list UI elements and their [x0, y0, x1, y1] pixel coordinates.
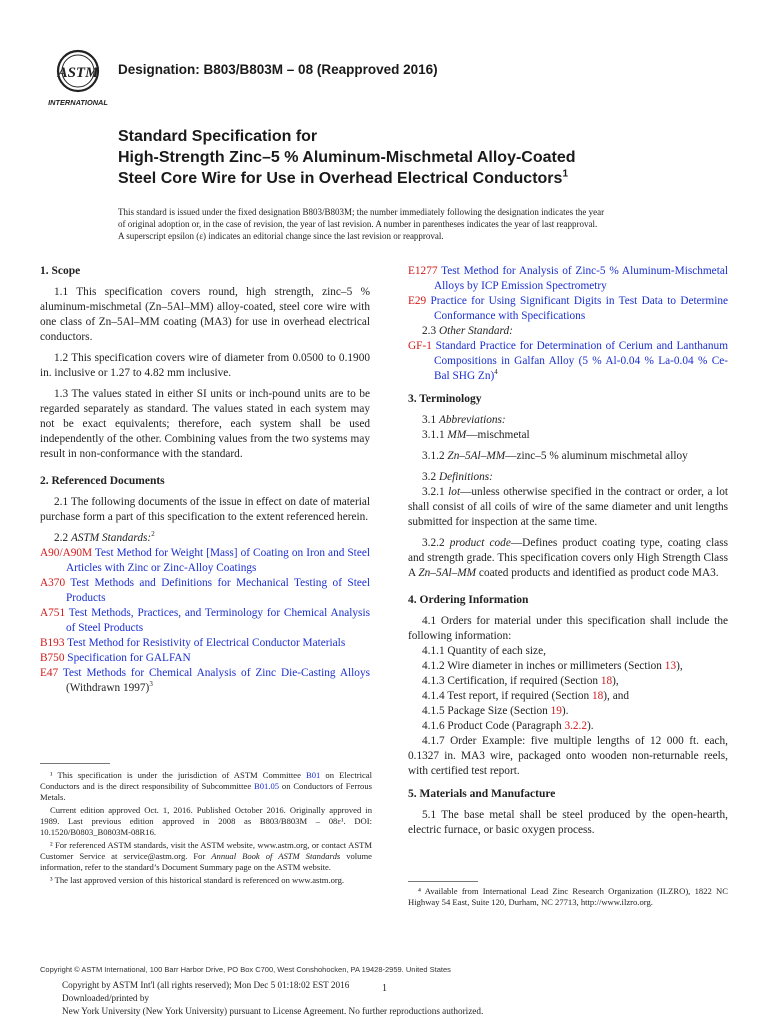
astm-reference-list: [40, 546, 370, 696]
paragraph-3-1: 3.1 Abbreviations:: [422, 414, 506, 426]
paragraph-3-2: 3.2 Definitions:: [422, 471, 493, 483]
paragraph-1-2: 1.2 This specification covers wire of diameter from 0.0500 to 0.1900 in. inclusive or 1.27 to 4.82 mm inclusive.: [40, 352, 370, 379]
reference-item: [40, 636, 370, 651]
footnote-1-edition: Current edition approved Oct. 1, 2016. Published October 2016. Originally approved in 1989. Last previous edition approved in 2008 as B803/B803M – 08ε¹. DOI: 10.1520/B0803_B0803M-08R16.: [40, 805, 372, 837]
document-title: [118, 127, 718, 189]
paragraph-4-1-2: 4.1.2 Wire diameter in inches or millimeters (Section 13),: [422, 660, 683, 672]
reference-title-link[interactable]: Practice for Using Significant Digits in Test Data to Determine Conformance with Specifications: [426, 295, 728, 322]
left-column: [40, 264, 370, 696]
footnote-divider: [40, 763, 110, 764]
title-line-3: Steel Core Wire for Use in Overhead Electrical Conductors$^1$: [118, 168, 568, 187]
reference-suffix: (Withdrawn 1997): [66, 682, 150, 694]
section-link[interactable]: 3.2.2: [564, 720, 588, 732]
reference-code[interactable]: B193: [40, 637, 65, 649]
reference-code[interactable]: A90/A90M: [40, 547, 93, 559]
reference-title-link[interactable]: Specification for GALFAN: [64, 652, 191, 664]
section-link[interactable]: 18: [591, 690, 604, 702]
paragraph-3-2-1: 3.2.1 lot—unless otherwise specified in the contract or order, a lot shall consist of all coils of wire of the same diameter and unit lengths submitted for inspection at the same time.: [408, 486, 728, 528]
page-number: 1: [382, 983, 387, 994]
reference-item: [40, 651, 370, 666]
section-heading-scope: 1. Scope: [40, 265, 81, 277]
reference-code[interactable]: E1277: [408, 265, 438, 277]
reference-title-link[interactable]: Test Methods and Definitions for Mechanical Testing of Steel Products: [65, 577, 370, 604]
title-line-2: High-Strength Zinc–5 % Aluminum-Mischmetal Alloy-Coated: [118, 149, 576, 166]
section-link[interactable]: 18: [600, 675, 613, 687]
paragraph-4-1-4: 4.1.4 Test report, if required (Section 18), and: [422, 690, 630, 702]
reference-item: [40, 546, 370, 576]
paragraph-4-1-7: 4.1.7 Order Example: five multiple lengths of 12 000 ft. each, 0.1327 in. MA3 wire, packaged onto wooden non-returnable reels, with certified test report.: [408, 735, 728, 777]
section-heading-referenced-documents: 2. Referenced Documents: [40, 475, 165, 487]
astm-logo: [44, 46, 112, 108]
designation: Designation: B803/B803M – 08 (Reapproved 2016): [118, 62, 438, 77]
reference-code[interactable]: A370: [40, 577, 66, 589]
reference-item: [40, 576, 370, 606]
svg-text:ASTM: ASTM: [57, 65, 99, 81]
title-line-1: Standard Specification for: [118, 128, 318, 145]
paragraph-4-1-6: 4.1.6 Product Code (Paragraph 3.2.2).: [422, 720, 594, 732]
paragraph-2-2: 2.2 ASTM Standards:$^2$: [54, 530, 155, 544]
reference-code[interactable]: A751: [40, 607, 66, 619]
reference-item: [408, 294, 728, 324]
footnote-4: ⁴ Available from International Lead Zinc Research Organization (ILZRO), 1822 NC Highway 54 East, Suite 120, Durham, NC 27713, http://www.ilzro.org.: [408, 886, 728, 907]
paragraph-4-1-1: 4.1.1 Quantity of each size,: [422, 645, 546, 657]
footnotes-right: [408, 886, 728, 910]
section-link[interactable]: 19: [550, 705, 562, 717]
footnotes-left: [40, 770, 372, 888]
svg-text:INTERNATIONAL: INTERNATIONAL: [48, 98, 108, 107]
reference-code[interactable]: B750: [40, 652, 65, 664]
footnote-1: ¹ This specification is under the jurisdiction of ASTM Committee B01 on Electrical Conductors and is the direct responsibility of Subcommittee B01.05 on Conductors of Ferrous Metals.: [40, 770, 372, 802]
footnote-3: ³ The last approved version of this historical standard is referenced on www.astm.org.: [50, 875, 345, 885]
reference-title-link[interactable]: Test Methods for Chemical Analysis of Zinc Die-Casting Alloys: [58, 667, 370, 679]
reference-code[interactable]: E47: [40, 667, 59, 679]
paragraph-4-1-5: 4.1.5 Package Size (Section 19).: [422, 705, 569, 717]
section-link[interactable]: 13: [664, 660, 677, 672]
paragraph-2-1: 2.1 The following documents of the issue in effect on date of material purchase form a part of this specification to the extent referenced herein.: [40, 496, 370, 523]
astm-reference-list-continued: [408, 264, 728, 324]
reference-gf-1: GF-1 Standard Practice for Determination of Cerium and Lanthanum Compositions in Galfan Alloy (5 % Al-0.04 % La-0.04 % Ce-Bal SHG Zn)$^4$: [408, 340, 728, 382]
download-notice: Copyright by ASTM Int'l (all rights reserved); Mon Dec 5 01:18:02 EST 2016 Downloaded/printed by New York University (New York University) pursuant to License Agreement. No further reproductions authorized.: [62, 980, 484, 1016]
section-heading-terminology: 3. Terminology: [408, 393, 482, 405]
paragraph-1-1: 1.1 This specification covers round, high strength, zinc–5 % aluminum-mischmetal (Zn–5Al–MM) alloy-coated, steel core wire with one class of Zn–5Al–MM coating (MA3) for use in overhead electrical conductors.: [40, 286, 370, 343]
section-heading-materials: 5. Materials and Manufacture: [408, 788, 556, 800]
section-heading-ordering-information: 4. Ordering Information: [408, 594, 529, 606]
paragraph-4-1: 4.1 Orders for material under this specification shall include the following information:: [408, 615, 728, 642]
reference-title-link[interactable]: Test Method for Weight [Mass] of Coating on Iron and Steel Articles with Zinc or Zinc-Alloy Coatings: [66, 547, 370, 574]
paragraph-3-2-2: 3.2.2 product code—Defines product coating type, coating class and strength grade. This specification covers only High Strength Class A Zn–5Al–MM coated products and identified as product code MA3.: [408, 537, 729, 579]
reference-title-link[interactable]: Test Method for Resistivity of Electrical Conductor Materials: [64, 637, 346, 649]
reference-code[interactable]: GF-1: [408, 340, 432, 352]
footnote-divider: [408, 881, 478, 882]
paragraph-1-3: 1.3 The values stated in either SI units or inch-pound units are to be regarded separately as standard. The values stated in each system may not be exact equivalents; therefore, each system shall be used independently of the other. Combining values from the two systems may result in non-conformance with the standard.: [40, 388, 370, 460]
reference-item: [40, 666, 370, 696]
paragraph-3-1-1: 3.1.1 MM—mischmetal: [422, 429, 530, 441]
reference-title-link[interactable]: Test Method for Analysis of Zinc-5 % Aluminum-Mischmetal Alloys by ICP Emission Spectrometry: [434, 265, 728, 292]
reference-title-link[interactable]: Standard Practice for Determination of Cerium and Lanthanum Compositions in Galfan Alloy (5 % Al-0.04 % La-0.04 % Ce-Bal SHG Zn): [434, 340, 728, 382]
committee-link[interactable]: B01: [306, 770, 321, 780]
paragraph-4-1-3: 4.1.3 Certification, if required (Section 18),: [422, 675, 619, 687]
subcommittee-link[interactable]: B01.05: [254, 781, 280, 791]
footnote-marker: 3: [149, 680, 153, 689]
footnote-2: ² For referenced ASTM standards, visit the ASTM website, www.astm.org, or contact ASTM Customer Service at service@astm.org. For Annual Book of ASTM Standards volume information, refer to the standard’s Document Summary page on the ASTM website.: [40, 840, 372, 872]
paragraph-3-1-2: 3.1.2 Zn–5Al–MM—zinc–5 % aluminum mischmetal alloy: [422, 450, 688, 462]
reference-title-link[interactable]: Test Methods, Practices, and Terminology for Chemical Analysis of Steel Products: [65, 607, 370, 634]
paragraph-5-1: 5.1 The base metal shall be steel produced by the open-hearth, electric furnace, or basic oxygen process.: [408, 809, 728, 836]
reference-code[interactable]: E29: [408, 295, 427, 307]
standard-intro: This standard is issued under the fixed designation B803/B803M; the number immediately following the designation indicates the year of original adoption or, in the case of revision, the year of last revision. A number in parentheses indicates the year of last reapproval. A superscript epsilon (ε) indicates an editorial change since the last revision or reapproval.: [118, 207, 605, 241]
paragraph-2-3: 2.3 Other Standard:: [422, 325, 513, 337]
right-column: [408, 264, 728, 838]
reference-item: [40, 606, 370, 636]
copyright-notice: Copyright © ASTM International, 100 Barr Harbor Drive, PO Box C700, West Conshohocken, PA 19428-2959. United States: [40, 965, 451, 974]
reference-item: [408, 264, 728, 294]
